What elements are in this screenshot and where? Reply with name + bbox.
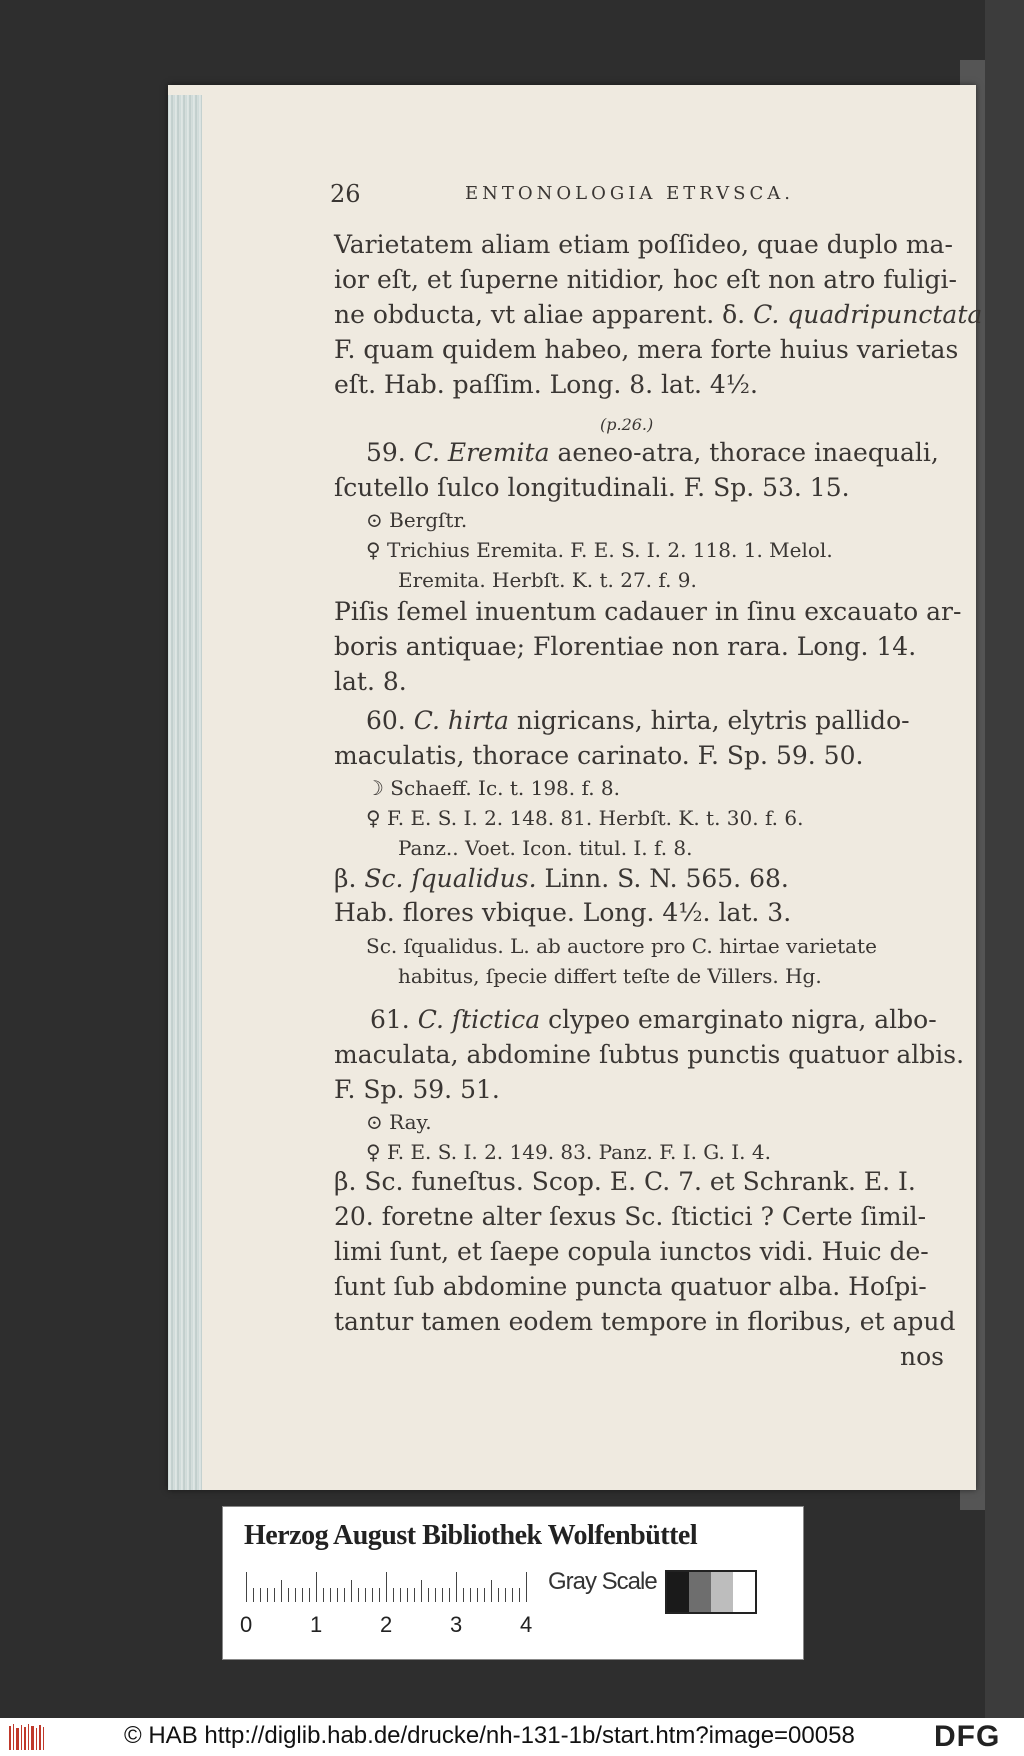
ruler-tick [351,1580,352,1602]
entry-60-beta-lead: β. [334,864,357,893]
footer-link[interactable]: © HAB http://diglib.hab.de/drucke/nh-131-1b/start.htm?image=00058 [124,1722,855,1749]
ruler-tick [309,1588,310,1602]
page-binding-edge [168,95,202,1490]
entry-59-description: aeneo-atra, thorace inaequali, [557,438,939,467]
ruler-tick [344,1588,345,1602]
entry-60-beta-name: Sc. ſqualidus. [364,864,537,893]
ruler-tick [526,1572,527,1602]
entry-59-text-3: lat. 8. [334,667,407,696]
body-line-1: Varietatem aliam etiam poſſideo, quae duplo ma- [334,230,953,259]
ruler-tick [274,1588,275,1602]
entry-60-habitat: Hab. flores vbique. Long. 4½. lat. 3. [334,898,792,927]
ruler-tick [372,1588,373,1602]
body-line-3-text: ne obducta, vt aliae apparent. [334,300,715,329]
entry-61-text-5: tantur tamen eodem tempore in floribus, et apud [334,1307,956,1336]
ruler-number-2: 2 [380,1612,393,1637]
entry-59-line-2: ſcutello ſulco longitudinali. F. Sp. 53. 15. [334,473,850,502]
ruler-tick [484,1588,485,1602]
ruler-tick [386,1572,387,1602]
ruler-tick [358,1588,359,1602]
gray-swatch-4 [733,1572,755,1612]
scale-ruler [246,1572,528,1602]
entry-60-note-1: Sc. ſqualidus. L. ab auctore pro C. hirtae varietate [366,934,877,958]
ruler-number-4: 4 [520,1612,533,1637]
entry-60-note-2: habitus, ſpecie differt teſte de Villers. Hg. [398,964,822,988]
gray-scale-swatches [665,1570,757,1614]
entry-60-line-1 [366,706,910,736]
gray-swatch-3 [711,1572,733,1612]
ruler-tick [253,1588,254,1602]
body-line-2: ior eſt, et ſuperne nitidior, hoc eſt non atro fuligi- [334,265,957,294]
entry-60-ref-female-1: ♀ F. E. S. I. 2. 148. 81. Herbſt. K. t. 30. f. 6. [366,806,804,830]
ruler-tick [302,1588,303,1602]
running-title: ENTONOLOGIA ETRVSCA. [465,183,794,204]
ruler-tick [498,1588,499,1602]
entry-61-description: clypeo emarginato nigra, albo- [548,1005,937,1034]
entry-60-description: nigricans, hirta, elytris pallido- [516,706,910,735]
ruler-tick [407,1588,408,1602]
ruler-tick [512,1588,513,1602]
entry-61-ref-female: ♀ F. E. S. I. 2. 149. 83. Panz. F. I. G. I. 4. [366,1140,771,1164]
page-reference: (p.26.) [600,415,654,434]
ruler-number-1: 1 [310,1612,323,1637]
entry-59-ref-female-2: Eremita. Herbſt. K. t. 27. f. 9. [398,568,697,592]
entry-59-text-2: boris antiquae; Florentiae non rara. Long. 14. [334,632,917,661]
body-line-3 [334,300,982,330]
body-line-5: eſt. Hab. paſſim. Long. 8. lat. 4½. [334,370,758,399]
ruler-tick [505,1588,506,1602]
gray-swatch-1 [667,1572,689,1612]
ruler-tick [428,1588,429,1602]
dfg-logo: DFG [934,1720,1001,1753]
entry-60-ref-moon: ☽ Schaeff. Ic. t. 198. f. 8. [366,776,620,800]
entry-59-ref-female-1: ♀ Trichius Eremita. F. E. S. I. 2. 118. 1. Melol. [366,538,833,562]
ruler-tick [477,1588,478,1602]
ruler-tick [337,1588,338,1602]
variety-delta: δ. [722,300,746,329]
entry-61-ref-sun: ⊙ Ray. [366,1110,432,1134]
entry-60-beta-rest: Linn. S. N. 565. 68. [544,864,789,893]
page-number: 26 [330,180,361,208]
ruler-tick [379,1588,380,1602]
ruler-tick [421,1580,422,1602]
entry-61-text-2: 20. foretne alter ſexus Sc. ſtictici ? Certe ſimil- [334,1202,927,1231]
entry-61-number: 61. [370,1005,410,1034]
ruler-tick [246,1572,247,1602]
ruler-tick [267,1588,268,1602]
ruler-tick [316,1572,317,1602]
ruler-number-0: 0 [240,1612,253,1637]
entry-59-text-1: Piſis ſemel inuentum cadauer in ſinu excauato ar- [334,597,962,626]
entry-60-ref-female-2: Panz.. Voet. Icon. titul. I. f. 8. [398,836,693,860]
entry-59-number: 59. [366,438,406,467]
library-name: Herzog August Bibliothek Wolfenbüttel [244,1520,698,1551]
ruler-tick [288,1588,289,1602]
entry-61-line-1 [370,1005,937,1035]
scan-background-right [985,0,1024,1756]
ruler-tick [260,1588,261,1602]
entry-59-line-1 [366,438,939,468]
ruler-tick [330,1588,331,1602]
entry-59-name: C. Eremita [413,438,550,467]
variety-name: C. quadripunctata [753,300,983,329]
gray-swatch-2 [689,1572,711,1612]
entry-59-ref-sun: ⊙ Bergſtr. [366,508,468,532]
ruler-tick [281,1580,282,1602]
ruler-number-3: 3 [450,1612,463,1637]
entry-61-text-4: ſunt ſub abdomine puncta quatuor alba. Hoſpi- [334,1272,927,1301]
ruler-tick [393,1588,394,1602]
catchword: nos [900,1342,944,1371]
entry-60-name: C. hirta [413,706,509,735]
entry-60-beta [334,864,789,894]
barcode-icon [8,1722,46,1752]
gray-scale-label: Gray Scale [548,1568,657,1595]
ruler-tick [295,1588,296,1602]
ruler-tick [400,1588,401,1602]
ruler-tick [519,1588,520,1602]
entry-61-text-1: β. Sc. funeſtus. Scop. E. C. 7. et Schrank. E. I. [334,1167,916,1196]
entry-60-line-2: maculatis, thorace carinato. F. Sp. 59. 50. [334,741,864,770]
ruler-tick [463,1588,464,1602]
ruler-tick [435,1588,436,1602]
ruler-tick [456,1572,457,1602]
ruler-tick [365,1588,366,1602]
entry-61-text-3: limi ſunt, et ſaepe copula iunctos vidi. Huic de- [334,1237,929,1266]
ruler-tick [449,1588,450,1602]
ruler-tick [470,1588,471,1602]
ruler-tick [414,1588,415,1602]
ruler-tick [442,1588,443,1602]
entry-60-number: 60. [366,706,406,735]
entry-61-name: C. ſticticа [417,1005,541,1034]
ruler-tick [491,1580,492,1602]
body-line-4: F. quam quidem habeo, mera forte huius varietas [334,335,959,364]
ruler-tick [323,1588,324,1602]
entry-61-line-2: maculata, abdomine ſubtus punctis quatuor albis. [334,1040,965,1069]
entry-61-line-3: F. Sp. 59. 51. [334,1075,500,1104]
